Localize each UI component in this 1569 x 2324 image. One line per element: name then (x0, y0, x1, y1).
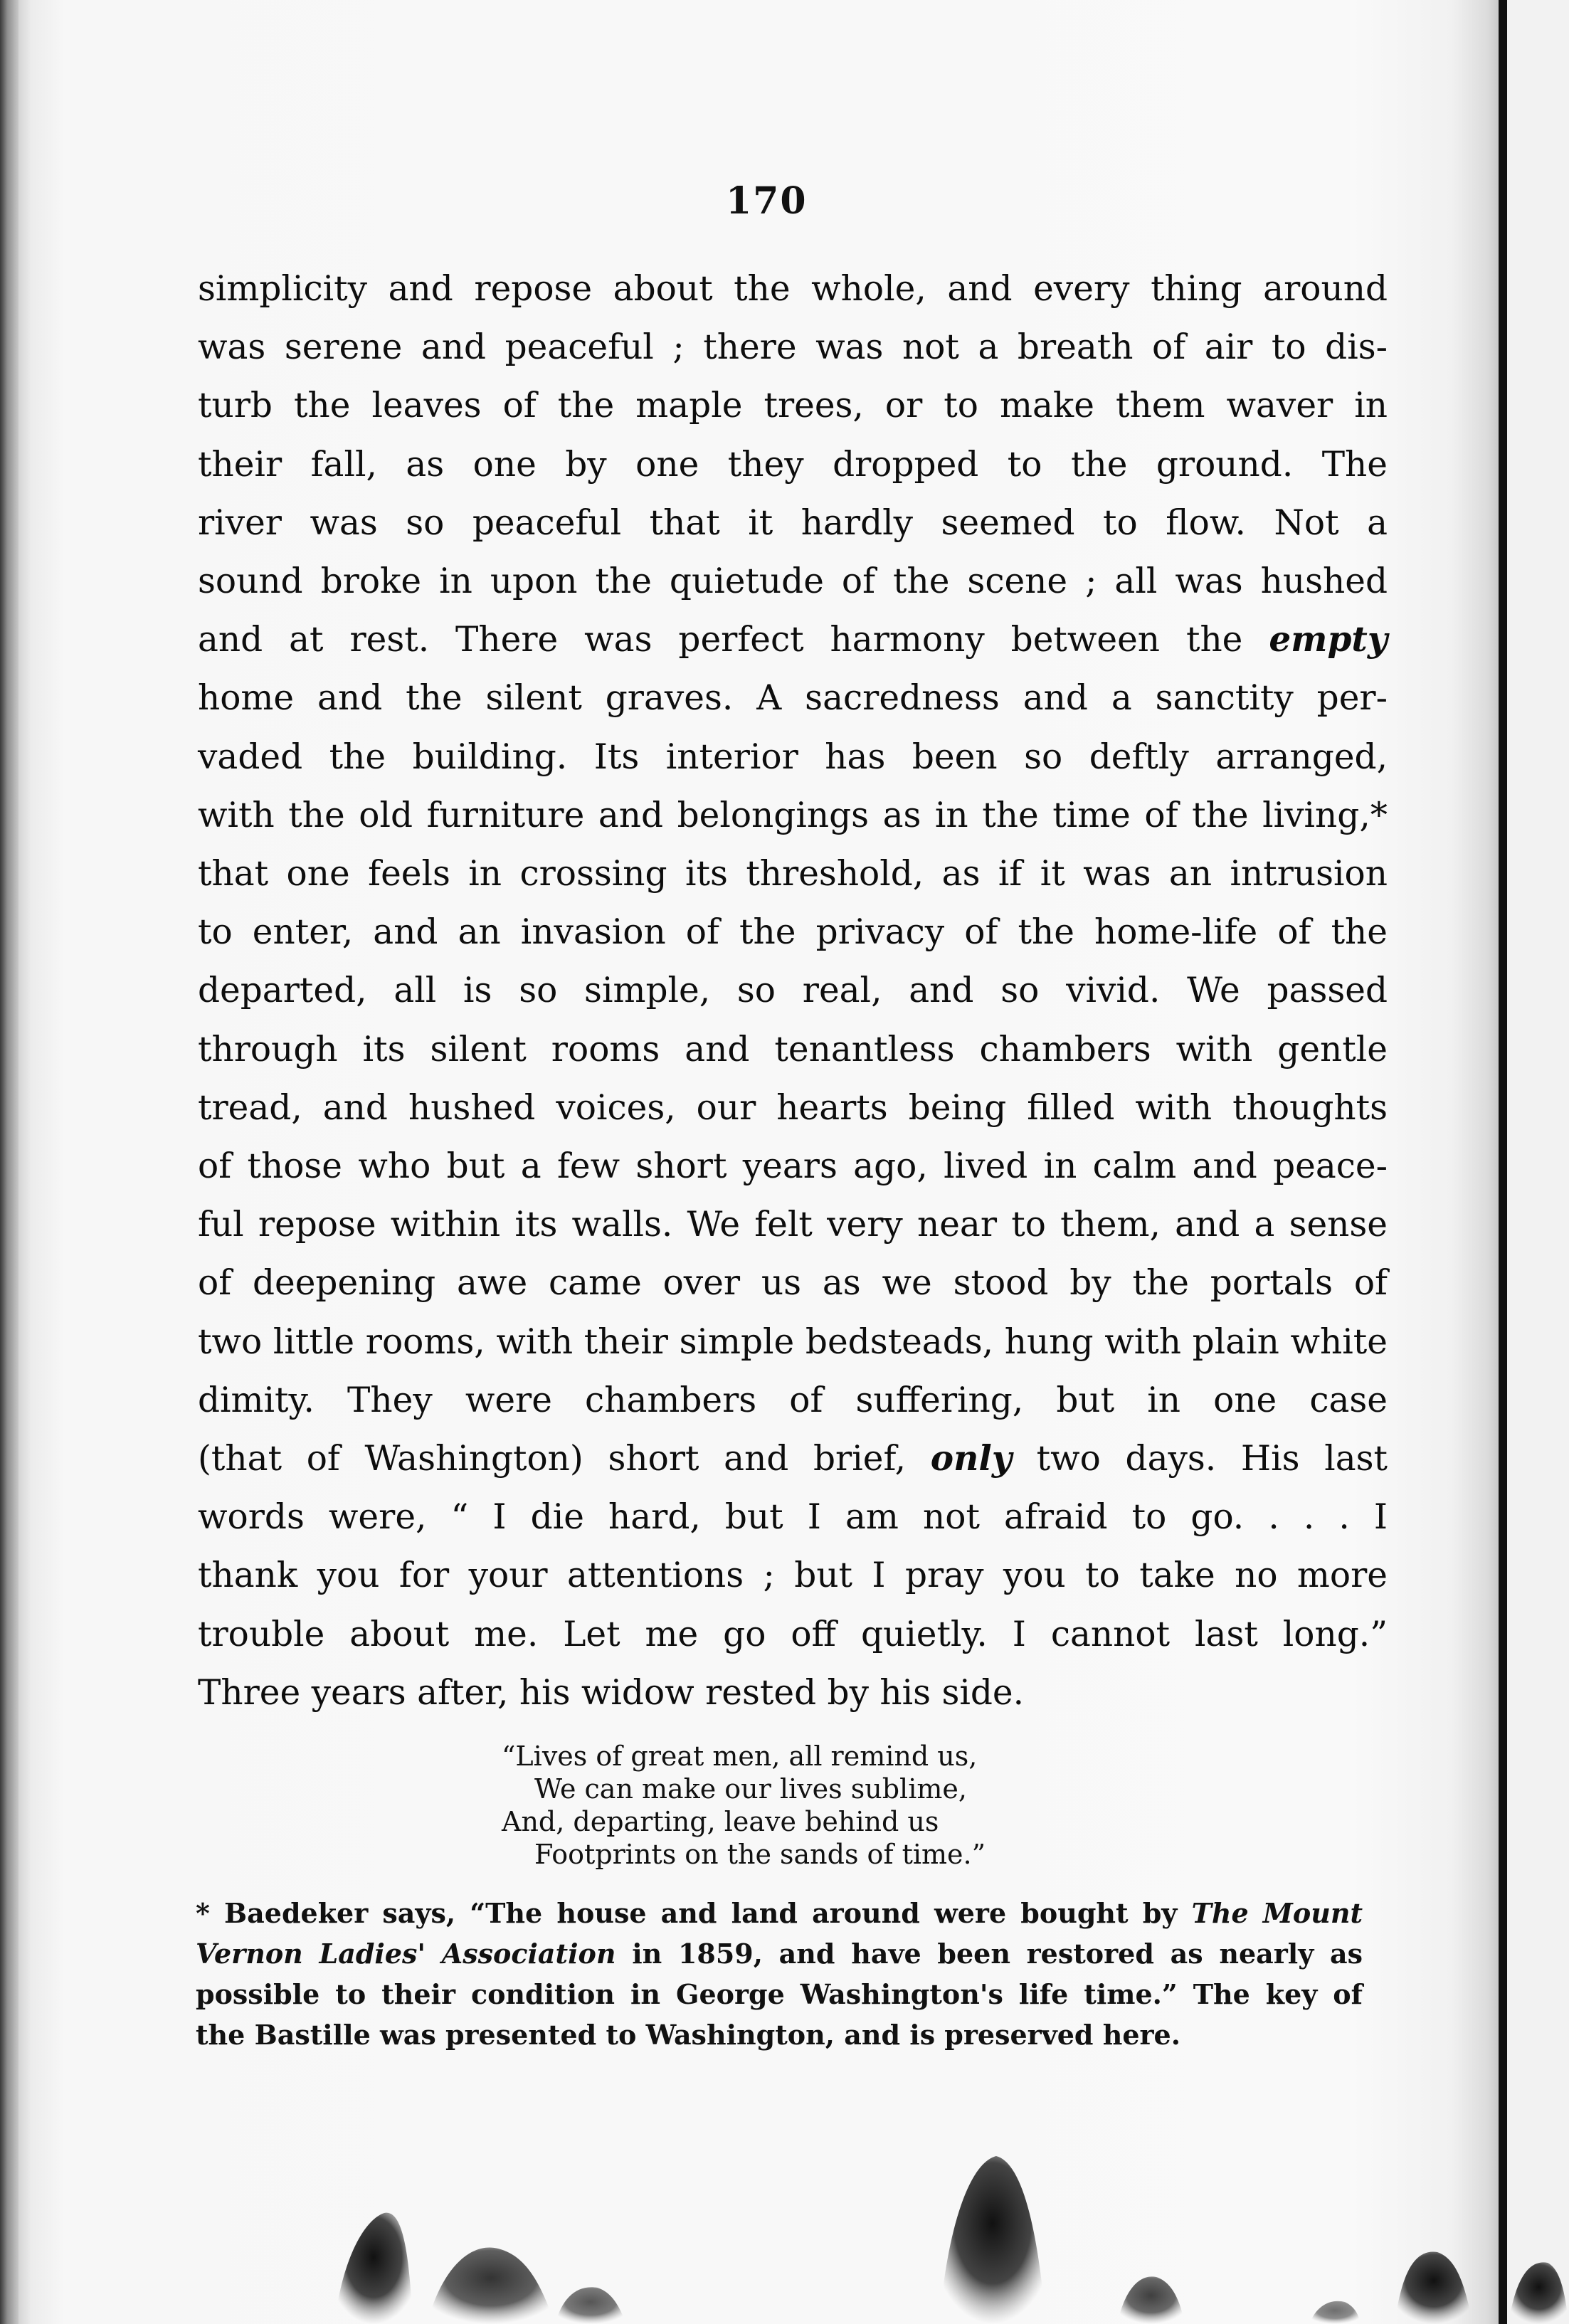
page-edge-rule (1499, 0, 1507, 2324)
body-line: to enter, and an invasion of the privacy of the home-life of the (198, 912, 1388, 953)
poem-line: “Lives of great men, all remind us, (502, 1741, 978, 1772)
footnote-text: in 1859, and have been restored as nearly as (632, 1938, 1363, 1970)
footnote (196, 1893, 1363, 2055)
body-line: was serene and peaceful ; there was not a breath of air to dis- (198, 327, 1388, 368)
ink-blot (555, 2287, 626, 2324)
page-number: 170 (726, 179, 808, 223)
poem-line: Footprints on the sands of time.” (534, 1839, 986, 1870)
ink-blot (427, 2247, 555, 2324)
body-line: thank you for your attentions ; but I pray you to take no more (198, 1556, 1388, 1596)
body-line: that one feels in crossing its threshold, as if it was an intrusion (198, 854, 1388, 894)
body-line (198, 611, 1388, 669)
body-line: of those who but a few short years ago, lived in calm and peace- (198, 1146, 1388, 1187)
body-line: words were, “ I die hard, but I am not afraid to go. . . . I (198, 1497, 1388, 1538)
body-paragraph (198, 260, 1388, 1722)
body-line: vaded the building. Its interior has been so deftly arranged, (198, 736, 1388, 777)
ink-blot (334, 2213, 413, 2324)
body-line (198, 1430, 1388, 1488)
poem-quotation (502, 1740, 986, 1871)
poem-line: And, departing, leave behind us (502, 1806, 939, 1837)
footnote-line (196, 1933, 1363, 1974)
ink-blot (1395, 2251, 1473, 2324)
body-line: two little rooms, with their simple bedsteads, hung with plain white (198, 1321, 1388, 1362)
ink-blots-decoration (0, 2106, 1569, 2324)
body-line: dimity. They were chambers of suffering, but in one case (198, 1380, 1388, 1420)
body-line-text: (that of Washington) short and brief, (198, 1439, 907, 1479)
body-line: departed, all is so simple, so real, and so vivid. We passed (198, 971, 1388, 1011)
binding-shadow (0, 0, 19, 2324)
footnote-line (196, 1893, 1363, 1933)
body-line: turb the leaves of the maple trees, or to make them waver in (198, 386, 1388, 426)
emphasis-only: only (930, 1438, 1012, 1479)
body-line: sound broke in upon the quietude of the scene ; all was hushed (198, 561, 1388, 602)
body-line: home and the silent graves. A sacredness and a sanctity per- (198, 678, 1388, 719)
body-line-text: two days. His last (1036, 1439, 1388, 1479)
body-line: trouble about me. Let me go off quietly. I cannot last long.” (198, 1614, 1388, 1654)
body-line: their fall, as one by one they dropped to the ground. The (198, 444, 1388, 485)
ink-blot (939, 2156, 1046, 2324)
body-line: through its silent rooms and tenantless chambers with gentle (198, 1029, 1388, 1069)
body-line-text: and at rest. There was perfect harmony between the (198, 620, 1243, 660)
footnote-emphasis: The Mount (1191, 1897, 1363, 1929)
footnote-line: possible to their condition in George Washington's life time.” The key of (196, 1978, 1363, 2010)
emphasis-empty: empty (1269, 619, 1388, 660)
body-line: with the old furniture and belongings as in the time of the living,* (198, 795, 1388, 835)
footnote-text: * Baedeker says, “The house and land around were bought by (196, 1897, 1178, 1929)
ink-blot (1309, 2301, 1361, 2324)
body-line: of deepening awe came over us as we stood by the portals of (198, 1263, 1388, 1304)
body-line: simplicity and repose about the whole, and every thing around (198, 269, 1388, 309)
body-line: river was so peaceful that it hardly seemed to flow. Not a (198, 502, 1388, 543)
body-line: ful repose within its walls. We felt very near to them, and a sense (198, 1205, 1388, 1245)
footnote-line: the Bastille was presented to Washington, and is preserved here. (196, 2019, 1180, 2051)
adjacent-page-strip (1507, 0, 1569, 2324)
body-line: tread, and hushed voices, our hearts being filled with thoughts (198, 1087, 1388, 1128)
body-line: Three years after, his widow rested by his side. (198, 1672, 1025, 1713)
footnote-emphasis: Vernon Ladies' Association (196, 1938, 616, 1970)
ink-blot (1509, 2262, 1569, 2324)
poem-line: We can make our lives sublime, (534, 1773, 967, 1805)
ink-blot (1117, 2276, 1185, 2324)
